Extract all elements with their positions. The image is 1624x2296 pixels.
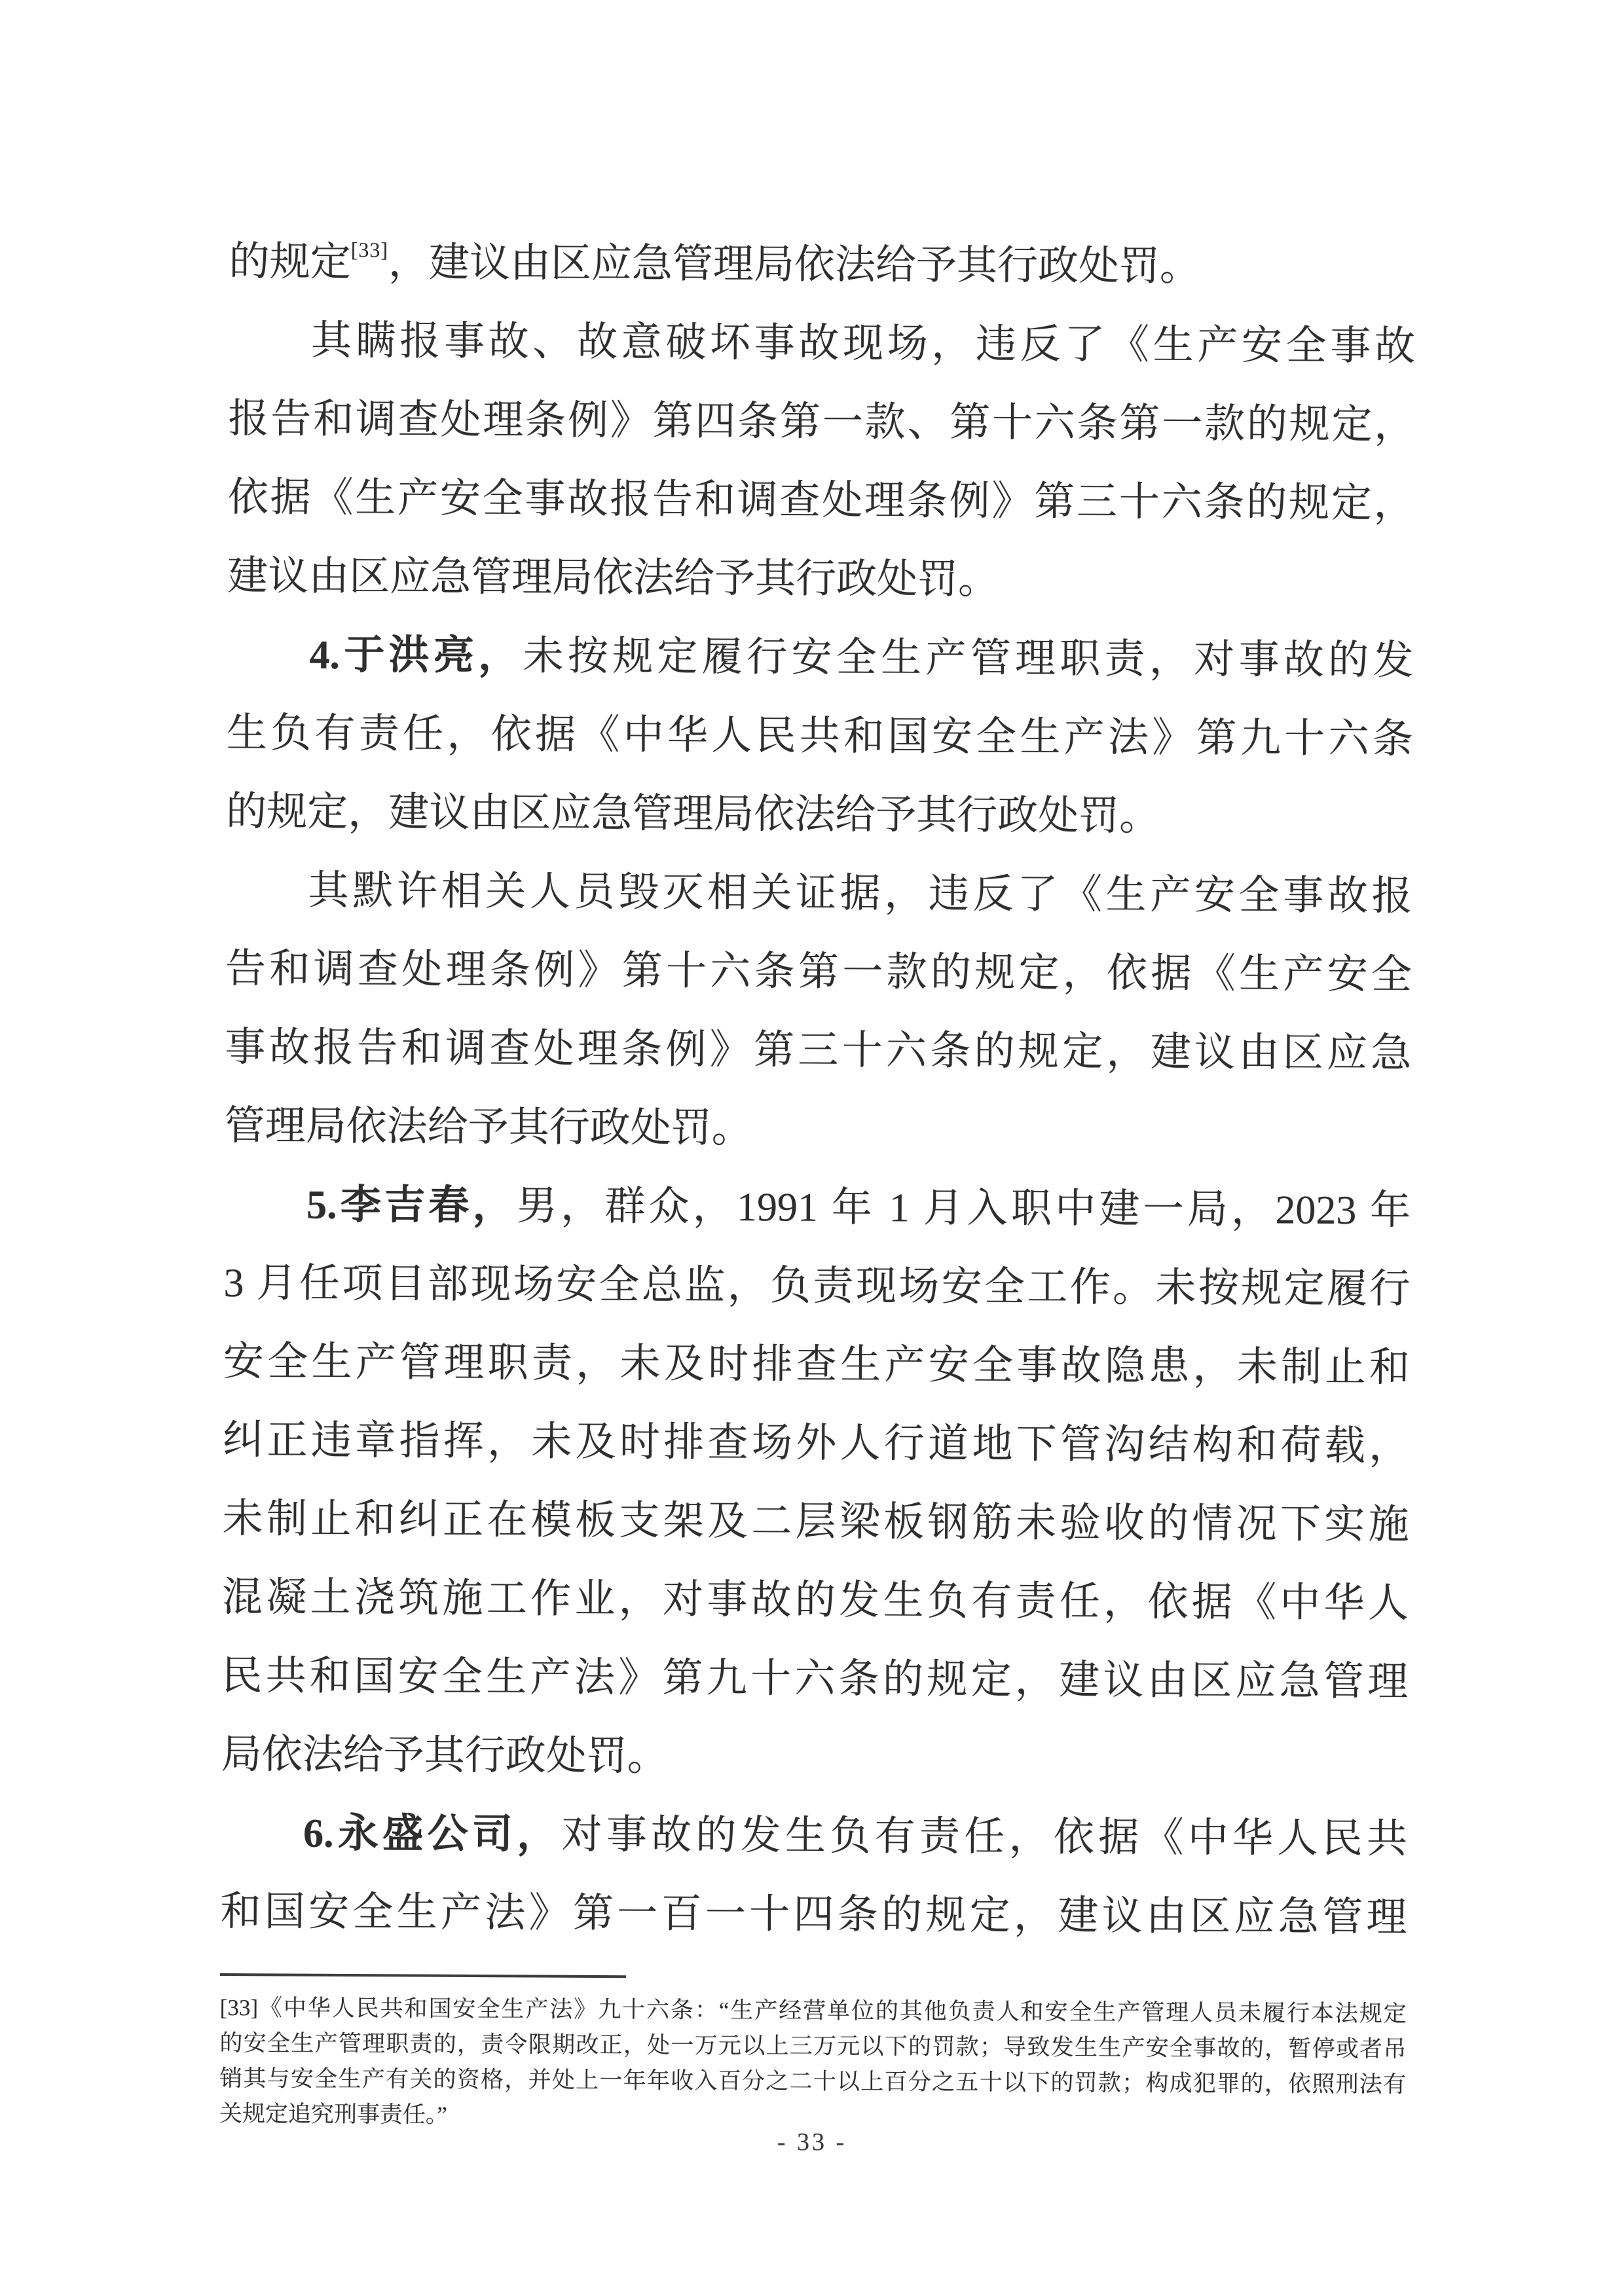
text-segment: 纠正违章指挥，未及时排查场外人行道地下管沟结构和荷载， (223, 1417, 1410, 1469)
text-segment: 的规定 (229, 239, 351, 285)
text-segment: 混凝土浇筑施工作业，对事故的发生负有责任，依据《中华人 (221, 1575, 1409, 1626)
responsible-party-name: 4.于洪亮， (309, 632, 523, 679)
text-line (227, 694, 1414, 778)
text-line (229, 223, 1416, 307)
text-segment: 依据《生产安全事故报告和调查处理条例》第三十六条的规定， (227, 475, 1414, 526)
text-segment: 的规定，建议由区应急管理局依法给予其行政处罚。 (226, 789, 1160, 839)
text-line (224, 1087, 1411, 1171)
text-line (223, 1401, 1410, 1485)
text-line (220, 1872, 1407, 1957)
text-segment: 安全生产管理职责，未及时排查生产安全事故隐患，未制止和 (223, 1339, 1411, 1391)
text-line (225, 1008, 1412, 1093)
main-text-block (220, 223, 1416, 1957)
text-segment: 告和调查处理条例》第十六条第一款的规定，依据《生产安全 (225, 946, 1412, 998)
page-number: - 33 - (777, 2128, 847, 2156)
text-line (221, 1637, 1409, 1721)
text-segment: 民共和国安全生产法》第九十六条的规定，建议由区应急管理 (221, 1653, 1409, 1705)
text-line (226, 773, 1413, 857)
text-line (223, 1244, 1411, 1328)
footnote-divider (220, 1973, 626, 1978)
footnote-line: 销其与安全生产有关的资格，并处上一年年收入百分之二十以上百分之五十以下的罚款；构成犯罪的，依照刑法有 (219, 2065, 1407, 2098)
footnote-line: [33]《中华人民共和国安全生产法》九十六条：“生产经营单位的其他负责人和安全生产管理人员未履行本法规定 (219, 1994, 1407, 2027)
text-segment: 未制止和纠正在模板支架及二层梁板钢筋未验收的情况下实施 (222, 1496, 1409, 1548)
text-segment: ，建议由区应急管理局依法给予其行政处罚。 (388, 240, 1201, 289)
text-line (227, 458, 1414, 543)
text-segment: 3 月任项目部现场安全总监，负责现场安全工作。未按规定履行 (223, 1260, 1411, 1312)
text-segment: 生负有责任，依据《中华人民共和国安全生产法》第九十六条 (226, 710, 1414, 762)
text-line (227, 537, 1414, 621)
text-line (228, 380, 1415, 464)
text-line (221, 1794, 1408, 1878)
text-line (227, 615, 1414, 700)
text-segment: 男，群众，1991 年 1 月入职中建一局，2023 年 (516, 1184, 1411, 1233)
text-segment: 未按规定履行安全生产管理职责，对事故的发 (523, 634, 1414, 683)
footnote-line: 关规定追究刑事责任。” (219, 2100, 448, 2128)
text-line (225, 851, 1412, 936)
page-content (219, 223, 1416, 2138)
text-line (224, 1165, 1411, 1250)
text-line (221, 1715, 1408, 1800)
text-segment: 和国安全生产法》第一百一十四条的规定，建议由区应急管理 (220, 1889, 1407, 1941)
text-segment: 报告和调查处理条例》第四条第一款、第十六条第一款的规定， (228, 396, 1415, 448)
text-segment: 建议由区应急管理局依法给予其行政处罚。 (227, 553, 999, 603)
text-segment: 局依法给予其行政处罚。 (221, 1732, 668, 1779)
text-segment: 其瞒报事故、故意破坏事故现场，违反了《生产安全事故 (310, 318, 1416, 369)
footnote-line: 的安全生产管理职责的，责令限期改正，处一万元以上三万元以下的罚款；导致发生生产安全事故的，暂停或者吊 (219, 2030, 1407, 2062)
text-line (223, 1322, 1411, 1407)
text-line (225, 930, 1412, 1014)
footnote-ref-superscript: [33] (350, 238, 389, 262)
footnote-block (219, 1990, 1407, 2138)
responsible-party-name: 6.永盛公司， (303, 1811, 562, 1857)
responsible-party-name: 5.李吉春， (306, 1182, 517, 1229)
text-segment: 其默许相关人员毁灭相关证据，违反了《生产安全事故报 (308, 868, 1412, 919)
text-line (229, 301, 1416, 386)
text-line (222, 1558, 1409, 1643)
text-segment: 事故报告和调查处理条例》第三十六条的规定，建议由区应急 (225, 1025, 1412, 1076)
text-line (222, 1480, 1409, 1564)
text-segment: 管理局依法给予其行政处罚。 (224, 1103, 752, 1152)
text-segment: 对事故的发生负有责任，依据《中华人民共 (561, 1812, 1408, 1862)
